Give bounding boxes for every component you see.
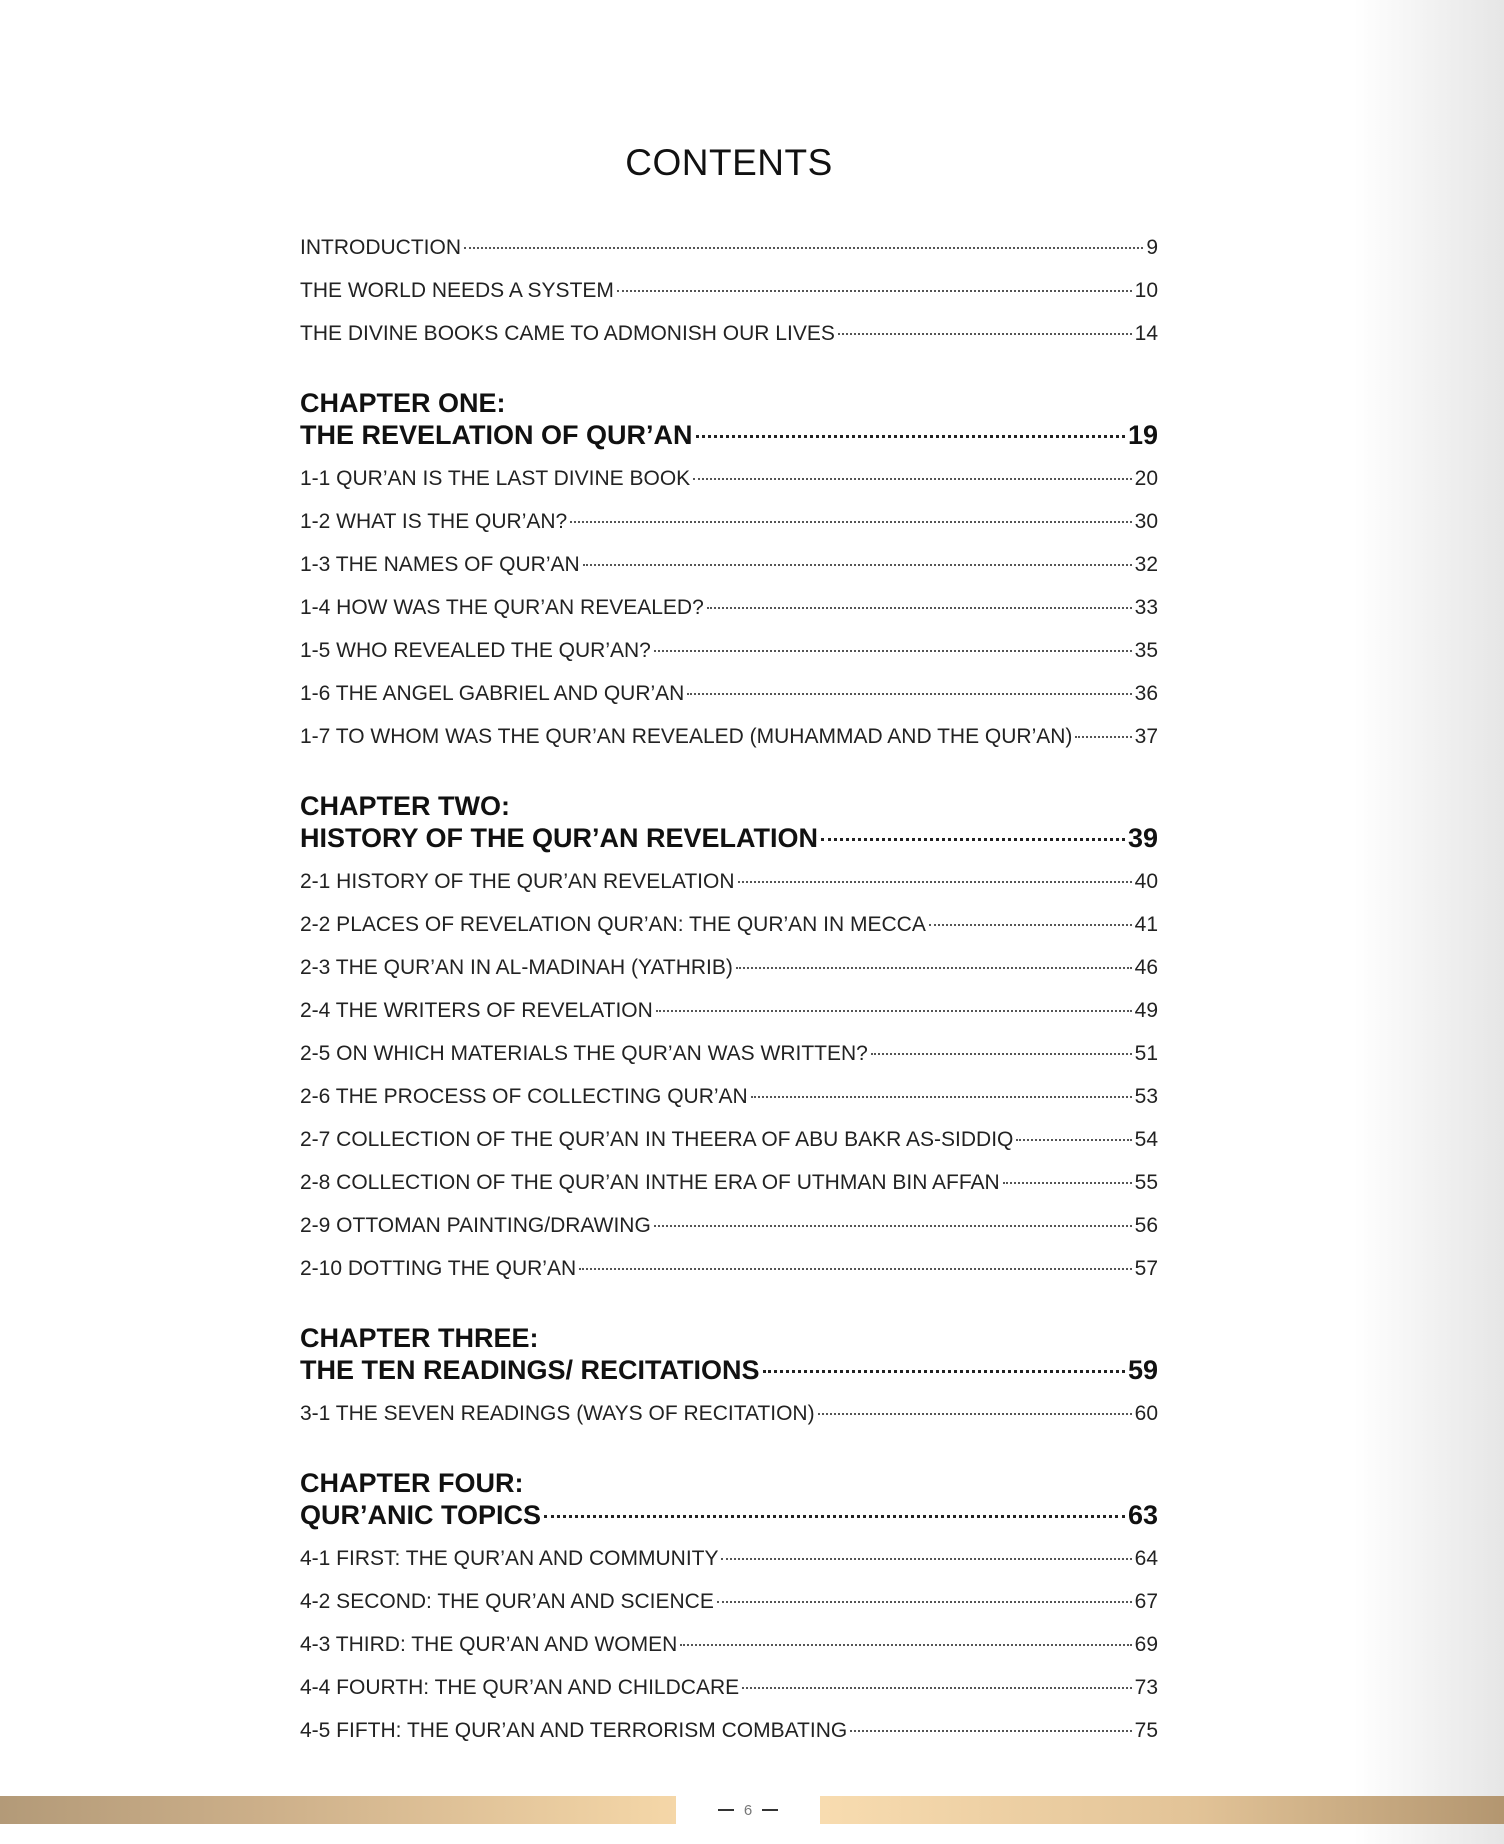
toc-entry-label: 1-1 QUR’AN IS THE LAST DIVINE BOOK bbox=[300, 467, 691, 490]
dot-leader bbox=[654, 649, 1132, 652]
dot-leader bbox=[1003, 1181, 1132, 1184]
dot-leader bbox=[617, 289, 1132, 292]
toc-entry-page: 67 bbox=[1134, 1590, 1158, 1613]
toc-entry-page: 14 bbox=[1134, 322, 1158, 345]
toc-entry[interactable] bbox=[300, 1666, 1158, 1709]
spacer bbox=[300, 355, 1158, 377]
page-number-text: 6 bbox=[743, 1801, 753, 1819]
chapter-title: HISTORY OF THE QUR’AN REVELATION bbox=[300, 823, 819, 853]
toc-entry-label: 2-1 HISTORY OF THE QUR’AN REVELATION bbox=[300, 870, 735, 893]
toc-entry[interactable] bbox=[300, 1032, 1158, 1075]
chapter-number: CHAPTER ONE: bbox=[300, 388, 506, 418]
toc-entry[interactable] bbox=[300, 457, 1158, 500]
toc-entry-label: 2-6 THE PROCESS OF COLLECTING QUR’AN bbox=[300, 1085, 748, 1108]
toc-entry[interactable] bbox=[300, 989, 1158, 1032]
toc-entry-label: 1-7 TO WHOM WAS THE QUR’AN REVEALED (MUHAMMAD AND THE QUR’AN) bbox=[300, 725, 1073, 748]
toc-entry-label: 3-1 THE SEVEN READINGS (WAYS OF RECITATION) bbox=[300, 1402, 815, 1425]
toc-entry[interactable] bbox=[300, 269, 1158, 312]
chapter-page: 63 bbox=[1127, 1500, 1158, 1530]
toc-entry-page: 35 bbox=[1134, 639, 1158, 662]
chapter-title-row bbox=[300, 822, 1158, 858]
toc-entry[interactable] bbox=[300, 946, 1158, 989]
toc-entry-label: 4-5 FIFTH: THE QUR’AN AND TERRORISM COMBATING bbox=[300, 1719, 848, 1742]
chapter-title: THE TEN READINGS/ RECITATIONS bbox=[300, 1355, 760, 1385]
dot-leader bbox=[871, 1052, 1132, 1055]
toc-entry-page: 51 bbox=[1134, 1042, 1158, 1065]
toc-entry[interactable] bbox=[300, 226, 1158, 269]
toc-entry-label: 1-3 THE NAMES OF QUR’AN bbox=[300, 553, 580, 576]
toc-entry-label: 2-2 PLACES OF REVELATION QUR’AN: THE QUR’AN IN MECCA bbox=[300, 913, 926, 936]
toc-entry-label: 1-2 WHAT IS THE QUR’AN? bbox=[300, 510, 568, 533]
dot-leader bbox=[654, 1224, 1132, 1227]
dot-leader bbox=[818, 1412, 1132, 1415]
dot-leader bbox=[693, 477, 1131, 480]
toc-entry-page: 73 bbox=[1134, 1676, 1158, 1699]
toc-entry-label: INTRODUCTION bbox=[300, 236, 461, 259]
spacer bbox=[300, 1290, 1158, 1312]
chapter-title: QUR’ANIC TOPICS bbox=[300, 1500, 542, 1530]
dot-leader bbox=[838, 332, 1132, 335]
toc-entry-page: 55 bbox=[1134, 1171, 1158, 1194]
dash-right bbox=[762, 1809, 778, 1811]
toc-entry[interactable] bbox=[300, 1623, 1158, 1666]
page-number bbox=[700, 1796, 796, 1824]
toc-entry-label: 4-3 THIRD: THE QUR’AN AND WOMEN bbox=[300, 1633, 678, 1656]
toc-entry-page: 54 bbox=[1134, 1128, 1158, 1151]
chapter-page: 19 bbox=[1127, 420, 1158, 450]
toc-entry[interactable] bbox=[300, 1075, 1158, 1118]
toc-entry-label: 1-5 WHO REVEALED THE QUR’AN? bbox=[300, 639, 651, 662]
toc-entry-page: 46 bbox=[1134, 956, 1158, 979]
chapter-heading-four[interactable] bbox=[300, 1467, 1158, 1535]
chapter-title-row bbox=[300, 1499, 1158, 1535]
toc-entry-label: 2-3 THE QUR’AN IN AL-MADINAH (YATHRIB) bbox=[300, 956, 733, 979]
toc-entry-page: 10 bbox=[1134, 279, 1158, 302]
toc-entry-label: 1-4 HOW WAS THE QUR’AN REVEALED? bbox=[300, 596, 704, 619]
toc-entry[interactable] bbox=[300, 312, 1158, 355]
footer-bar bbox=[0, 1796, 1504, 1824]
chapter-heading-three[interactable] bbox=[300, 1322, 1158, 1390]
toc-entry-page: 20 bbox=[1134, 467, 1158, 490]
chapter-title: THE REVELATION OF QUR’AN bbox=[300, 420, 693, 450]
page-edge-shadow bbox=[1354, 0, 1504, 1844]
toc-entry[interactable] bbox=[300, 1537, 1158, 1580]
toc-entry-label: 2-8 COLLECTION OF THE QUR’AN INTHE ERA OF UTHMAN BIN AFFAN bbox=[300, 1171, 1000, 1194]
toc-entry[interactable] bbox=[300, 586, 1158, 629]
toc-entry-label: 1-6 THE ANGEL GABRIEL AND QUR’AN bbox=[300, 682, 685, 705]
toc-entry[interactable] bbox=[300, 1247, 1158, 1290]
dot-leader bbox=[687, 692, 1131, 695]
spacer bbox=[300, 758, 1158, 780]
footer-bar-left bbox=[0, 1796, 676, 1824]
dot-leader bbox=[850, 1729, 1131, 1732]
toc-entry-page: 9 bbox=[1146, 236, 1158, 259]
dot-leader bbox=[763, 1369, 1125, 1373]
toc-entry-label: 2-4 THE WRITERS OF REVELATION bbox=[300, 999, 653, 1022]
dot-leader bbox=[742, 1686, 1132, 1689]
toc-entry-label: THE WORLD NEEDS A SYSTEM bbox=[300, 279, 614, 302]
chapter-number: CHAPTER TWO: bbox=[300, 791, 510, 821]
chapter-heading-two[interactable] bbox=[300, 790, 1158, 858]
toc-entry-page: 57 bbox=[1134, 1257, 1158, 1280]
toc-entry-page: 37 bbox=[1134, 725, 1158, 748]
toc-entry-page: 36 bbox=[1134, 682, 1158, 705]
page-title: CONTENTS bbox=[625, 142, 833, 183]
dot-leader bbox=[583, 563, 1132, 566]
spacer bbox=[300, 1435, 1158, 1457]
toc-entry[interactable] bbox=[300, 1161, 1158, 1204]
toc-entry[interactable] bbox=[300, 1392, 1158, 1435]
toc-entry[interactable] bbox=[300, 672, 1158, 715]
dot-leader bbox=[656, 1009, 1132, 1012]
toc-entry-page: 69 bbox=[1134, 1633, 1158, 1656]
dot-leader bbox=[821, 837, 1125, 841]
toc-entry[interactable] bbox=[300, 1709, 1158, 1752]
dot-leader bbox=[696, 434, 1125, 438]
chapter-number: CHAPTER THREE: bbox=[300, 1323, 539, 1353]
toc-entry[interactable] bbox=[300, 543, 1158, 586]
dot-leader bbox=[570, 520, 1131, 523]
chapter-heading-one[interactable] bbox=[300, 387, 1158, 455]
dot-leader bbox=[717, 1600, 1132, 1603]
chapter-title-row bbox=[300, 1354, 1158, 1390]
toc-entry-page: 30 bbox=[1134, 510, 1158, 533]
toc-entry-label: 4-1 FIRST: THE QUR’AN AND COMMUNITY bbox=[300, 1547, 719, 1570]
dash-left bbox=[718, 1809, 734, 1811]
dot-leader bbox=[736, 966, 1132, 969]
dot-leader bbox=[464, 246, 1143, 249]
dot-leader bbox=[680, 1643, 1131, 1646]
toc-entry[interactable] bbox=[300, 1580, 1158, 1623]
intro-section bbox=[300, 226, 1158, 355]
toc-entry-label: 2-9 OTTOMAN PAINTING/DRAWING bbox=[300, 1214, 651, 1237]
toc-entry-page: 75 bbox=[1134, 1719, 1158, 1742]
chapter-title-row bbox=[300, 419, 1158, 455]
toc-entry-page: 49 bbox=[1134, 999, 1158, 1022]
chapter-number: CHAPTER FOUR: bbox=[300, 1468, 524, 1498]
footer-bar-right bbox=[820, 1796, 1504, 1824]
toc-entry-label: 2-7 COLLECTION OF THE QUR’AN IN THEERA OF ABU BAKR AS-SIDDIQ bbox=[300, 1128, 1014, 1151]
toc-entry-page: 64 bbox=[1134, 1547, 1158, 1570]
toc-entry-page: 33 bbox=[1134, 596, 1158, 619]
dot-leader bbox=[1016, 1138, 1131, 1141]
dot-leader bbox=[721, 1557, 1131, 1560]
chapter-page: 39 bbox=[1127, 823, 1158, 853]
toc-entry-label: THE DIVINE BOOKS CAME TO ADMONISH OUR LIVES bbox=[300, 322, 835, 345]
toc-entry-page: 53 bbox=[1134, 1085, 1158, 1108]
toc-entry-label: 4-4 FOURTH: THE QUR’AN AND CHILDCARE bbox=[300, 1676, 740, 1699]
toc-entry-page: 40 bbox=[1134, 870, 1158, 893]
toc-entry[interactable] bbox=[300, 500, 1158, 543]
dot-leader bbox=[707, 606, 1132, 609]
toc-entry-page: 32 bbox=[1134, 553, 1158, 576]
toc-entry-label: 2-5 ON WHICH MATERIALS THE QUR’AN WAS WRITTEN? bbox=[300, 1042, 868, 1065]
toc-entry-page: 56 bbox=[1134, 1214, 1158, 1237]
toc-entry-page: 60 bbox=[1134, 1402, 1158, 1425]
dot-leader bbox=[579, 1267, 1131, 1270]
toc-entry-label: 2-10 DOTTING THE QUR’AN bbox=[300, 1257, 577, 1280]
toc-entry[interactable] bbox=[300, 1204, 1158, 1247]
dot-leader bbox=[738, 880, 1132, 883]
dot-leader bbox=[929, 923, 1132, 926]
table-of-contents bbox=[300, 140, 1158, 1752]
toc-entry-page: 41 bbox=[1134, 913, 1158, 936]
dot-leader bbox=[751, 1095, 1132, 1098]
toc-entry[interactable] bbox=[300, 1118, 1158, 1161]
dot-leader bbox=[1075, 735, 1131, 738]
toc-entry[interactable] bbox=[300, 629, 1158, 672]
chapter-page: 59 bbox=[1127, 1355, 1158, 1385]
toc-entry[interactable] bbox=[300, 903, 1158, 946]
toc-entry[interactable] bbox=[300, 715, 1158, 758]
toc-entry[interactable] bbox=[300, 860, 1158, 903]
toc-entry-label: 4-2 SECOND: THE QUR’AN AND SCIENCE bbox=[300, 1590, 714, 1613]
dot-leader bbox=[544, 1514, 1125, 1518]
